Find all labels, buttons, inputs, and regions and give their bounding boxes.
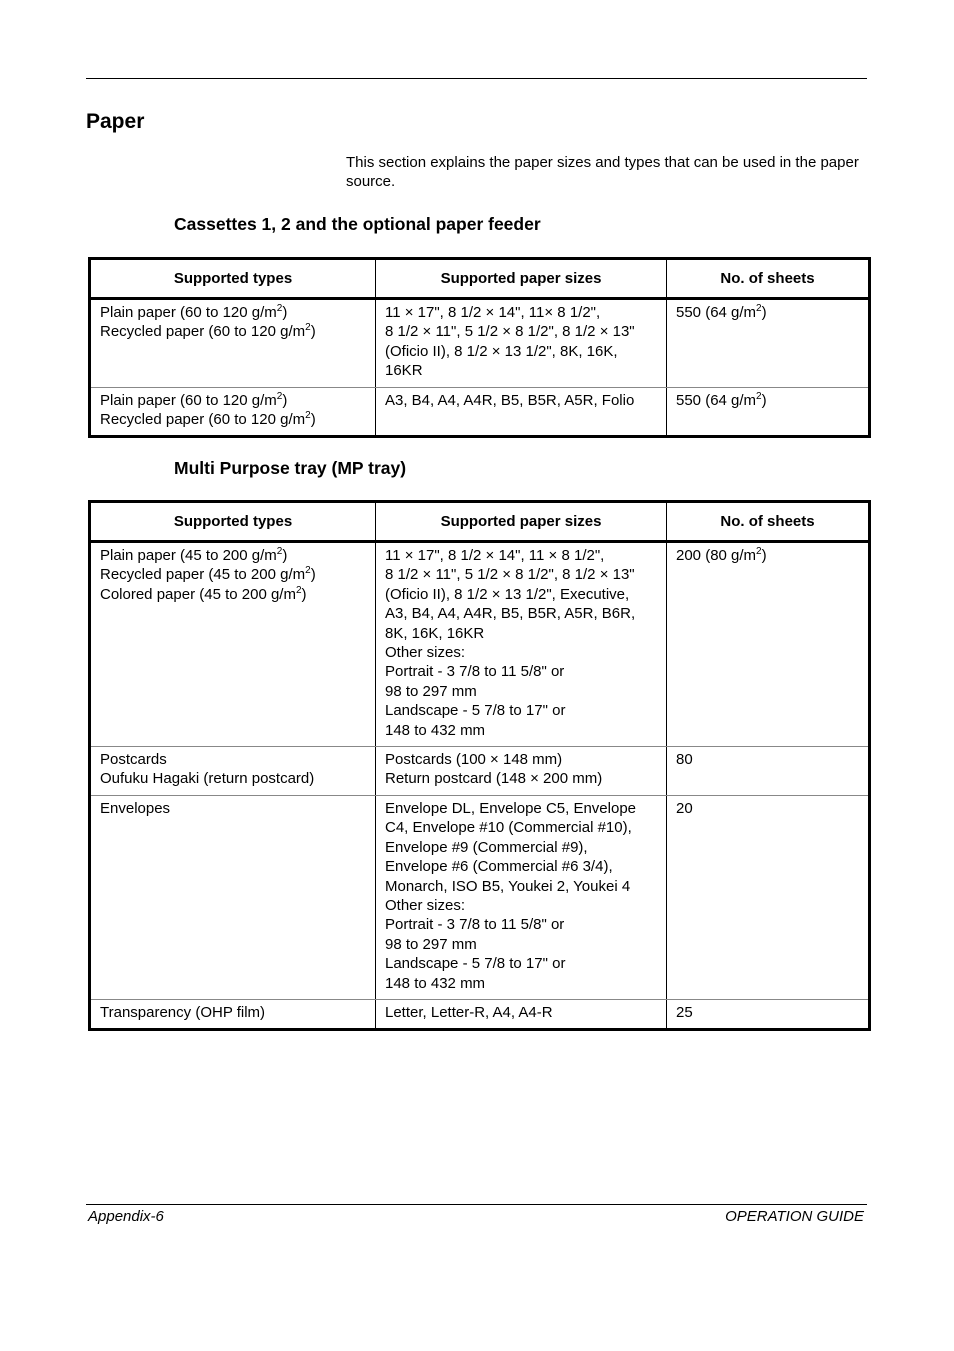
sheets-cell xyxy=(667,299,870,388)
table-row xyxy=(90,387,870,437)
column-header-sheets: No. of sheets xyxy=(667,259,870,299)
cell-line: A3, B4, A4, A4R, B5, B5R, A5R, B6R, xyxy=(385,605,636,623)
cell-line: Return postcard (148 × 200 mm) xyxy=(385,770,603,788)
mp-tray-table-body xyxy=(90,542,870,1030)
column-header-types: Supported types xyxy=(90,259,376,299)
table-row xyxy=(90,542,870,747)
cell-line: Colored paper (45 to 200 $g/m^2$) xyxy=(100,584,307,603)
cell-line: 11 × 17", 8 1/2 × 14", 11× 8 1/2", xyxy=(385,304,601,321)
cell-line: 98 to 297 mm xyxy=(385,682,477,700)
intro-paragraph: This section explains the paper sizes and types that can be used in the paper source. xyxy=(346,154,859,190)
cell-line: Plain paper (60 to 120 $g/m^2$) xyxy=(100,303,288,321)
cell-line: 8 1/2 × 11", 5 1/2 × 8 1/2", 8 1/2 × 13" xyxy=(385,323,635,341)
column-header-sizes: Supported paper sizes xyxy=(376,502,667,542)
sizes-cell xyxy=(376,542,667,747)
cell-line: Other sizes: xyxy=(385,644,466,662)
cassettes-table xyxy=(88,257,871,438)
cell-line: 200 (80 $g/m^2$) xyxy=(676,546,767,564)
sizes-cell xyxy=(376,387,667,437)
types-cell xyxy=(90,747,376,796)
cell-line: 25 xyxy=(676,1003,693,1021)
sheets-cell xyxy=(667,387,870,437)
mp-tray-table xyxy=(88,500,871,1031)
cell-line: (Oficio II), 8 1/2 × 13 1/2", Executive, xyxy=(385,585,630,603)
cell-line: 20 xyxy=(676,799,693,817)
cell-line: Plain paper (60 to 120 $g/m^2$) xyxy=(100,390,288,409)
cell-line: Letter, Letter-R, A4, A4-R xyxy=(385,1003,553,1021)
table-row xyxy=(90,999,870,1029)
sheets-cell xyxy=(667,542,870,747)
cell-line: Transparency (OHP film) xyxy=(100,1003,266,1021)
cassettes-heading: Cassettes 1, 2 and the optional paper feeder xyxy=(174,214,541,234)
sizes-cell xyxy=(376,299,667,388)
cell-line: Other sizes: xyxy=(385,896,466,914)
page-title: Paper xyxy=(86,110,145,133)
mp-tray-heading: Multi Purpose tray (MP tray) xyxy=(174,458,407,478)
cell-line: 16KR xyxy=(385,362,423,380)
cell-line: Recycled paper (60 to 120 $g/m^2$) xyxy=(100,410,316,429)
cell-line: Portrait - 3 7/8 to 11 5/8" or xyxy=(385,663,565,681)
cell-line: 80 xyxy=(676,751,693,769)
types-cell xyxy=(90,299,376,388)
cassettes-table-body xyxy=(90,299,870,437)
footer-page-label: Appendix-6 xyxy=(88,1208,164,1225)
column-header-sizes: Supported paper sizes xyxy=(376,259,667,299)
cell-line: Landscape - 5 7/8 to 17" or xyxy=(385,955,566,973)
header-rule xyxy=(86,78,867,79)
footer-rule xyxy=(86,1204,867,1205)
cell-line: Envelope DL, Envelope C5, Envelope xyxy=(385,799,637,817)
table-row xyxy=(90,747,870,796)
cell-line: 550 (64 $g/m^2$) xyxy=(676,390,767,409)
cell-line: Recycled paper (60 to 120 $g/m^2$) xyxy=(100,322,316,341)
cell-line: 550 (64 $g/m^2$) xyxy=(676,303,767,321)
types-cell xyxy=(90,387,376,437)
cell-line: Landscape - 5 7/8 to 17" or xyxy=(385,702,566,720)
cell-line: (Oficio II), 8 1/2 × 13 1/2", 8K, 16K, xyxy=(385,342,618,360)
sheets-cell xyxy=(667,795,870,999)
cell-line: Recycled paper (45 to 200 $g/m^2$) xyxy=(100,565,316,584)
sheets-cell xyxy=(667,747,870,796)
cell-line: C4, Envelope #10 (Commercial #10), xyxy=(385,819,632,837)
cell-line: Postcards (100 × 148 mm) xyxy=(385,751,563,769)
cell-line: Plain paper (45 to 200 $g/m^2$) xyxy=(100,546,288,564)
footer-guide-title: OPERATION GUIDE xyxy=(725,1208,864,1225)
sizes-cell xyxy=(376,795,667,999)
types-cell xyxy=(90,795,376,999)
types-cell xyxy=(90,542,376,747)
table-header-row xyxy=(90,259,870,299)
cell-line: Postcards xyxy=(100,751,167,769)
table-row xyxy=(90,299,870,388)
cell-line: Portrait - 3 7/8 to 11 5/8" or xyxy=(385,916,565,934)
cell-line: Oufuku Hagaki (return postcard) xyxy=(100,770,315,788)
cell-line: 148 to 432 mm xyxy=(385,974,486,992)
cell-line: Monarch, ISO B5, Youkei 2, Youkei 4 xyxy=(385,877,631,895)
cell-line: A3, B4, A4, A4R, B5, B5R, A5R, Folio xyxy=(385,391,635,409)
table-row xyxy=(90,795,870,999)
cell-line: 148 to 432 mm xyxy=(385,721,486,739)
table-header-row xyxy=(90,502,870,542)
sizes-cell xyxy=(376,999,667,1029)
column-header-types: Supported types xyxy=(90,502,376,542)
cell-line: 8 1/2 × 11", 5 1/2 × 8 1/2", 8 1/2 × 13" xyxy=(385,566,635,584)
cell-line: 98 to 297 mm xyxy=(385,935,477,953)
cell-line: Envelope #6 (Commercial #6 3/4), xyxy=(385,858,613,876)
cell-line: Envelopes xyxy=(100,799,171,817)
cell-line: 8K, 16K, 16KR xyxy=(385,624,485,642)
sizes-cell xyxy=(376,747,667,796)
types-cell xyxy=(90,999,376,1029)
sheets-cell xyxy=(667,999,870,1029)
cell-line: Envelope #9 (Commercial #9), xyxy=(385,838,588,856)
column-header-sheets: No. of sheets xyxy=(667,502,870,542)
cell-line: 11 × 17", 8 1/2 × 14", 11 × 8 1/2", xyxy=(385,547,605,564)
